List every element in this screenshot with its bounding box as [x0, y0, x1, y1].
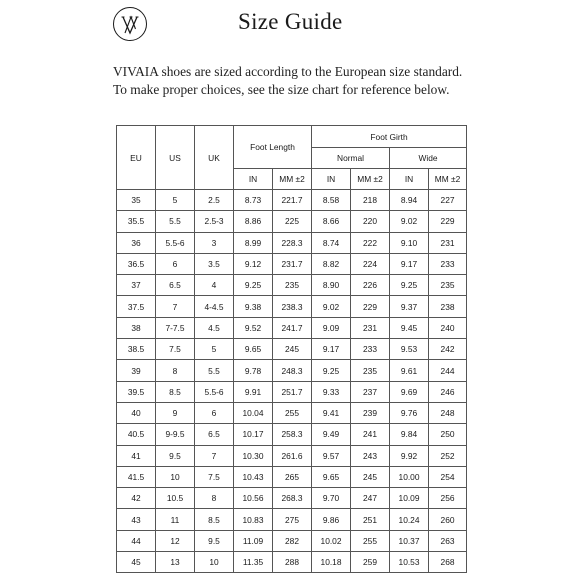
- cell-us: 7-7.5: [156, 317, 195, 338]
- cell-wide-mm: 244: [429, 360, 467, 381]
- cell-wide-in: 9.92: [390, 445, 429, 466]
- cell-eu: 37.5: [117, 296, 156, 317]
- cell-length-in: 10.04: [234, 402, 273, 423]
- header-wide: Wide: [390, 148, 467, 169]
- cell-normal-mm: 233: [351, 339, 390, 360]
- cell-wide-mm: 254: [429, 466, 467, 487]
- header-length-in: IN: [234, 169, 273, 190]
- cell-us: 7.5: [156, 339, 195, 360]
- cell-normal-mm: 241: [351, 424, 390, 445]
- cell-length-mm: 228.3: [273, 232, 312, 253]
- cell-wide-mm: 227: [429, 190, 467, 211]
- cell-wide-in: 9.69: [390, 381, 429, 402]
- cell-wide-mm: 248: [429, 402, 467, 423]
- cell-length-mm: 258.3: [273, 424, 312, 445]
- cell-uk: 3: [195, 232, 234, 253]
- cell-length-in: 10.56: [234, 488, 273, 509]
- cell-uk: 7: [195, 445, 234, 466]
- cell-wide-in: 10.09: [390, 488, 429, 509]
- cell-eu: 45: [117, 552, 156, 573]
- cell-normal-mm: 259: [351, 552, 390, 573]
- cell-wide-in: 9.25: [390, 275, 429, 296]
- cell-eu: 36.5: [117, 253, 156, 274]
- cell-eu: 44: [117, 530, 156, 551]
- cell-eu: 41: [117, 445, 156, 466]
- table-row: [117, 253, 467, 274]
- cell-length-in: 8.73: [234, 190, 273, 211]
- vivaia-monogram-icon: [113, 7, 147, 41]
- table-row: [117, 530, 467, 551]
- cell-length-mm: 241.7: [273, 317, 312, 338]
- header-normal-mm: MM ±2: [351, 169, 390, 190]
- cell-uk: 6: [195, 402, 234, 423]
- cell-eu: 39: [117, 360, 156, 381]
- cell-uk: 5.5-6: [195, 381, 234, 402]
- cell-eu: 42: [117, 488, 156, 509]
- cell-length-mm: 261.6: [273, 445, 312, 466]
- cell-length-mm: 245: [273, 339, 312, 360]
- cell-us: 9: [156, 402, 195, 423]
- cell-normal-mm: 239: [351, 402, 390, 423]
- cell-wide-in: 9.37: [390, 296, 429, 317]
- cell-us: 9-9.5: [156, 424, 195, 445]
- cell-wide-in: 9.61: [390, 360, 429, 381]
- cell-normal-in: 9.33: [312, 381, 351, 402]
- cell-length-mm: 282: [273, 530, 312, 551]
- table-row: [117, 339, 467, 360]
- cell-wide-mm: 268: [429, 552, 467, 573]
- cell-uk: 8.5: [195, 509, 234, 530]
- cell-wide-in: 10.00: [390, 466, 429, 487]
- cell-uk: 3.5: [195, 253, 234, 274]
- cell-wide-in: 9.17: [390, 253, 429, 274]
- cell-length-mm: 255: [273, 402, 312, 423]
- cell-wide-mm: 235: [429, 275, 467, 296]
- cell-normal-mm: 224: [351, 253, 390, 274]
- header-foot-length: Foot Length: [234, 126, 312, 169]
- size-rows: [117, 190, 467, 573]
- cell-eu: 38: [117, 317, 156, 338]
- cell-normal-mm: 247: [351, 488, 390, 509]
- cell-wide-in: 10.53: [390, 552, 429, 573]
- cell-wide-mm: 242: [429, 339, 467, 360]
- cell-normal-mm: 243: [351, 445, 390, 466]
- cell-uk: 5: [195, 339, 234, 360]
- cell-eu: 43: [117, 509, 156, 530]
- table-row: [117, 402, 467, 423]
- cell-length-in: 9.91: [234, 381, 273, 402]
- cell-uk: 9.5: [195, 530, 234, 551]
- table-row: [117, 190, 467, 211]
- cell-wide-mm: 229: [429, 211, 467, 232]
- cell-length-in: 9.25: [234, 275, 273, 296]
- cell-normal-in: 9.57: [312, 445, 351, 466]
- cell-normal-in: 8.90: [312, 275, 351, 296]
- cell-normal-in: 9.86: [312, 509, 351, 530]
- cell-us: 6.5: [156, 275, 195, 296]
- cell-eu: 41.5: [117, 466, 156, 487]
- header-uk: UK: [195, 126, 234, 190]
- cell-wide-mm: 233: [429, 253, 467, 274]
- cell-uk: 4.5: [195, 317, 234, 338]
- cell-us: 6: [156, 253, 195, 274]
- cell-wide-mm: 250: [429, 424, 467, 445]
- cell-wide-in: 9.84: [390, 424, 429, 445]
- cell-normal-in: 9.65: [312, 466, 351, 487]
- cell-length-in: 11.09: [234, 530, 273, 551]
- cell-normal-mm: 255: [351, 530, 390, 551]
- cell-uk: 2.5: [195, 190, 234, 211]
- cell-eu: 40: [117, 402, 156, 423]
- cell-wide-in: 9.10: [390, 232, 429, 253]
- cell-uk: 4-4.5: [195, 296, 234, 317]
- cell-wide-in: 10.37: [390, 530, 429, 551]
- size-chart-table: [116, 125, 467, 573]
- table-row: [117, 296, 467, 317]
- cell-length-mm: 221.7: [273, 190, 312, 211]
- cell-wide-in: 9.45: [390, 317, 429, 338]
- cell-normal-in: 8.82: [312, 253, 351, 274]
- cell-uk: 4: [195, 275, 234, 296]
- cell-wide-in: 9.53: [390, 339, 429, 360]
- table-row: [117, 275, 467, 296]
- cell-eu: 36: [117, 232, 156, 253]
- cell-us: 12: [156, 530, 195, 551]
- cell-length-in: 9.12: [234, 253, 273, 274]
- cell-normal-in: 9.17: [312, 339, 351, 360]
- cell-wide-in: 9.02: [390, 211, 429, 232]
- header-us: US: [156, 126, 195, 190]
- cell-uk: 7.5: [195, 466, 234, 487]
- cell-normal-in: 9.41: [312, 402, 351, 423]
- cell-length-in: 10.17: [234, 424, 273, 445]
- cell-length-mm: 238.3: [273, 296, 312, 317]
- cell-us: 8: [156, 360, 195, 381]
- header-normal: Normal: [312, 148, 390, 169]
- cell-normal-mm: 245: [351, 466, 390, 487]
- cell-normal-mm: 220: [351, 211, 390, 232]
- cell-us: 13: [156, 552, 195, 573]
- cell-us: 11: [156, 509, 195, 530]
- intro-line-1: VIVAIA shoes are sized according to the European size standard.: [113, 64, 463, 79]
- cell-normal-mm: 218: [351, 190, 390, 211]
- cell-eu: 38.5: [117, 339, 156, 360]
- cell-length-mm: 225: [273, 211, 312, 232]
- header-eu: EU: [117, 126, 156, 190]
- cell-normal-in: 9.70: [312, 488, 351, 509]
- cell-normal-in: 9.25: [312, 360, 351, 381]
- cell-length-in: 8.99: [234, 232, 273, 253]
- cell-normal-in: 9.49: [312, 424, 351, 445]
- cell-us: 9.5: [156, 445, 195, 466]
- cell-length-in: 10.30: [234, 445, 273, 466]
- cell-normal-in: 9.09: [312, 317, 351, 338]
- cell-normal-in: 8.74: [312, 232, 351, 253]
- cell-wide-mm: 240: [429, 317, 467, 338]
- table-row: [117, 424, 467, 445]
- cell-wide-mm: 256: [429, 488, 467, 509]
- cell-wide-mm: 238: [429, 296, 467, 317]
- cell-eu: 40.5: [117, 424, 156, 445]
- header-length-mm: MM ±2: [273, 169, 312, 190]
- cell-length-mm: 235: [273, 275, 312, 296]
- cell-normal-in: 8.66: [312, 211, 351, 232]
- cell-length-in: 11.35: [234, 552, 273, 573]
- cell-length-mm: 288: [273, 552, 312, 573]
- cell-wide-in: 8.94: [390, 190, 429, 211]
- cell-length-in: 10.43: [234, 466, 273, 487]
- table-row: [117, 360, 467, 381]
- cell-normal-mm: 226: [351, 275, 390, 296]
- cell-length-in: 9.78: [234, 360, 273, 381]
- cell-us: 5: [156, 190, 195, 211]
- table-row: [117, 466, 467, 487]
- cell-wide-in: 9.76: [390, 402, 429, 423]
- page-title: Size Guide: [238, 9, 343, 34]
- cell-normal-in: 9.02: [312, 296, 351, 317]
- cell-length-mm: 251.7: [273, 381, 312, 402]
- cell-wide-mm: 263: [429, 530, 467, 551]
- cell-uk: 5.5: [195, 360, 234, 381]
- cell-us: 10: [156, 466, 195, 487]
- cell-normal-mm: 235: [351, 360, 390, 381]
- table-row: [117, 211, 467, 232]
- cell-us: 5.5-6: [156, 232, 195, 253]
- header-wide-mm: MM ±2: [429, 169, 467, 190]
- cell-normal-in: 10.18: [312, 552, 351, 573]
- cell-eu: 35: [117, 190, 156, 211]
- cell-length-in: 9.38: [234, 296, 273, 317]
- cell-wide-mm: 252: [429, 445, 467, 466]
- cell-wide-mm: 260: [429, 509, 467, 530]
- cell-length-mm: 231.7: [273, 253, 312, 274]
- cell-eu: 35.5: [117, 211, 156, 232]
- cell-us: 10.5: [156, 488, 195, 509]
- cell-wide-mm: 246: [429, 381, 467, 402]
- cell-normal-mm: 229: [351, 296, 390, 317]
- table-row: [117, 317, 467, 338]
- cell-wide-mm: 231: [429, 232, 467, 253]
- cell-uk: 2.5-3: [195, 211, 234, 232]
- cell-normal-in: 8.58: [312, 190, 351, 211]
- cell-length-in: 10.83: [234, 509, 273, 530]
- cell-us: 8.5: [156, 381, 195, 402]
- cell-uk: 6.5: [195, 424, 234, 445]
- cell-length-mm: 268.3: [273, 488, 312, 509]
- cell-us: 7: [156, 296, 195, 317]
- cell-length-mm: 275: [273, 509, 312, 530]
- intro-line-2: To make proper choices, see the size chart for reference below.: [113, 82, 450, 97]
- table-row: [117, 509, 467, 530]
- cell-length-in: 8.86: [234, 211, 273, 232]
- table-row: [117, 445, 467, 466]
- cell-uk: 10: [195, 552, 234, 573]
- table-row: [117, 381, 467, 402]
- cell-length-mm: 248.3: [273, 360, 312, 381]
- cell-normal-mm: 237: [351, 381, 390, 402]
- cell-normal-mm: 251: [351, 509, 390, 530]
- cell-length-mm: 265: [273, 466, 312, 487]
- cell-eu: 39.5: [117, 381, 156, 402]
- cell-us: 5.5: [156, 211, 195, 232]
- cell-normal-in: 10.02: [312, 530, 351, 551]
- cell-normal-mm: 222: [351, 232, 390, 253]
- header-normal-in: IN: [312, 169, 351, 190]
- cell-wide-in: 10.24: [390, 509, 429, 530]
- cell-eu: 37: [117, 275, 156, 296]
- cell-length-in: 9.65: [234, 339, 273, 360]
- table-row: [117, 552, 467, 573]
- cell-normal-mm: 231: [351, 317, 390, 338]
- table-row: [117, 232, 467, 253]
- table-row: [117, 488, 467, 509]
- cell-length-in: 9.52: [234, 317, 273, 338]
- header-foot-girth: Foot Girth: [312, 126, 467, 148]
- cell-uk: 8: [195, 488, 234, 509]
- intro-text: [113, 63, 473, 99]
- header-wide-in: IN: [390, 169, 429, 190]
